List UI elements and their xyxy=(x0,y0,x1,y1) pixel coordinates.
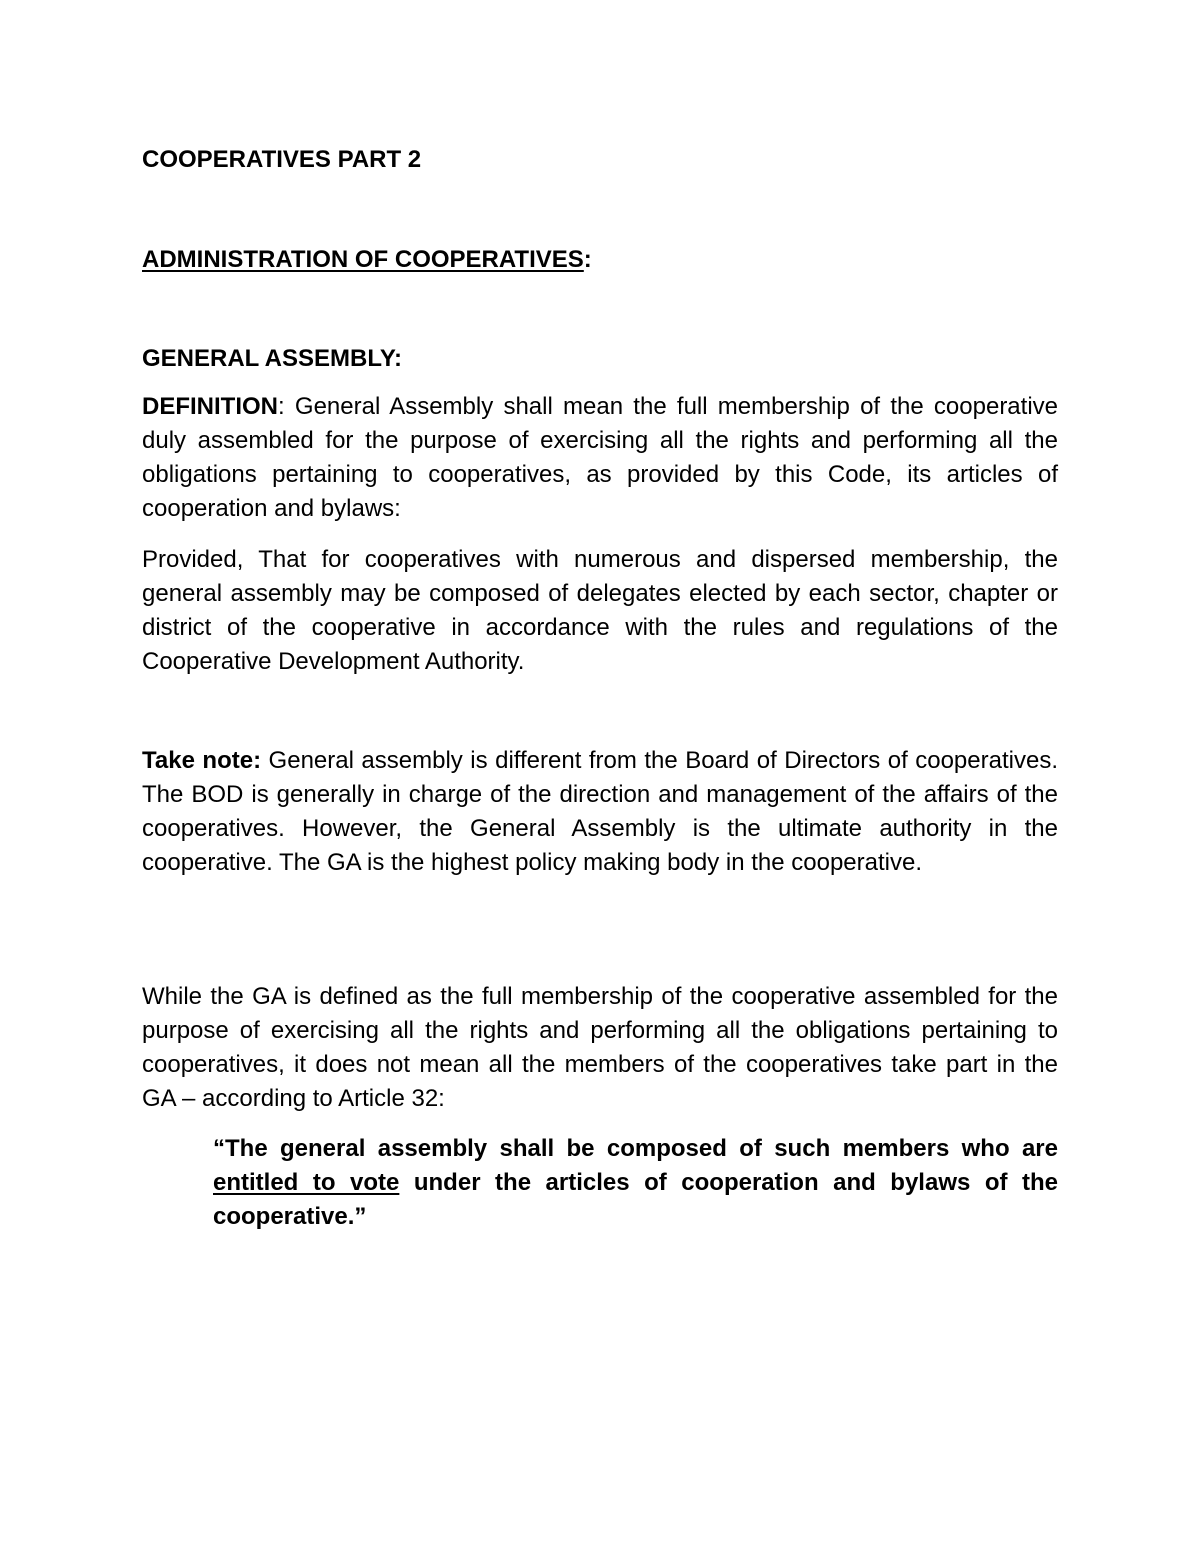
definition-text: : General Assembly shall mean the full membership of the cooperative duly assembled for the purpose of exercising all the rights and performing all the obligations pertaining to cooperatives, as provided by this Code, its articles of cooperation and bylaws: xyxy=(142,393,1058,522)
definition-label: DEFINITION xyxy=(142,393,278,420)
take-note-text: General assembly is different from the Board of Directors of cooperatives. The BOD is generally in charge of the direction and management of the affairs of the cooperatives. However, the General Assembly is the ultimate authority in the cooperative. The GA is the highest policy making body in the cooperative. xyxy=(142,747,1058,876)
take-note-label: Take note: xyxy=(142,747,262,774)
ga-paragraph: While the GA is defined as the full membership of the cooperative assembled for the purpose of exercising all the rights and performing all the obligations pertaining to cooperatives, it does not mean all the members of the cooperatives take part in the GA – according to Article 32: xyxy=(142,983,1058,1112)
article-32-quote xyxy=(213,1132,1058,1234)
subheading-general-assembly: GENERAL ASSEMBLY: xyxy=(142,345,403,372)
proviso-paragraph: Provided, That for cooperatives with numerous and dispersed membership, the general assembly may be composed of delegates elected by each sector, chapter or district of the cooperative in accordance with the rules and regulations of the Cooperative Development Authority. xyxy=(142,546,1058,675)
document-title: COOPERATIVES PART 2 xyxy=(142,146,422,173)
take-note-paragraph xyxy=(142,744,1058,880)
section-heading-colon: : xyxy=(583,246,592,273)
section-heading-text: ADMINISTRATION OF COOPERATIVES xyxy=(142,246,584,273)
definition-paragraph xyxy=(142,390,1058,526)
quote-underlined: entitled to vote xyxy=(213,1169,400,1196)
quote-part-2: under the articles of cooperation and bylaws of the cooperative.” xyxy=(213,1169,1059,1230)
section-heading xyxy=(142,243,592,277)
quote-part-1: “The general assembly shall be composed of such members who are xyxy=(213,1135,1058,1162)
